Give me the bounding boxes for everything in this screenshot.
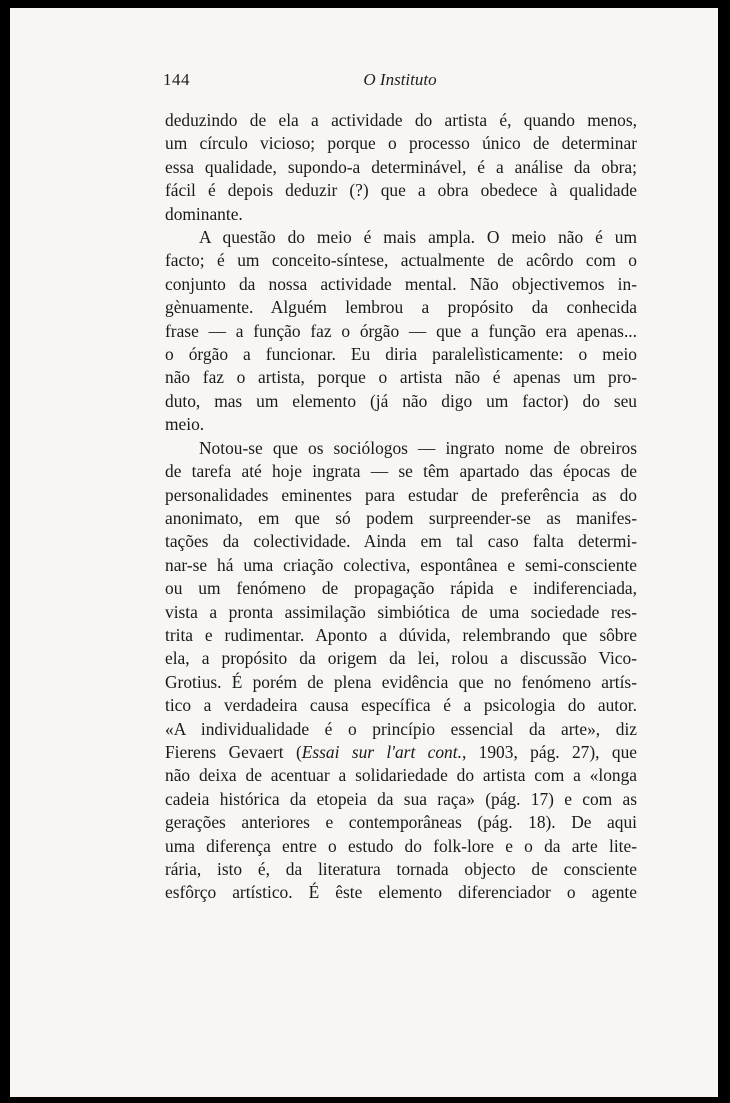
text-line: gerações anteriores e contemporâneas (pág. 18). De aqui <box>165 812 637 833</box>
text-line: facto; é um conceito-síntese, actualmente de acôrdo com o <box>165 250 637 271</box>
text-line: dominante. <box>165 203 243 224</box>
text-line: Grotius. É porém de plena evidência que no fenómeno artís- <box>165 671 637 692</box>
text-line: frase — a função faz o órgão — que a função era apenas... <box>165 320 637 341</box>
text-line: rária, isto é, da literatura tornada objecto de consciente <box>165 859 637 879</box>
text-line: meio. <box>165 414 205 435</box>
text-line: ela, a propósito da origem da lei, rolou a discussão Vico- <box>165 648 637 669</box>
body-text <box>165 109 637 905</box>
text-line: fácil é depois deduzir (?) que a obra obedece à qualidade <box>165 180 637 201</box>
text-line: personalidades eminentes para estudar de preferência as do <box>165 484 637 505</box>
text-line: gènuamente. Alguém lembrou a propósito da conhecida <box>165 297 637 318</box>
text-line: esfôrço artístico. É êste elemento diferenciador o agente <box>165 882 637 903</box>
text-line: A questão do meio é mais ampla. O meio não é um <box>199 227 637 248</box>
text-line: não faz o artista, porque o artista não é apenas um pro- <box>165 367 637 388</box>
text-line: uma diferença entre o estudo do folk-lore e o da arte lite- <box>165 835 637 856</box>
text-line: vista a pronta assimilação simbiótica de uma sociedade res- <box>165 601 637 622</box>
book-page <box>10 8 718 1097</box>
paragraph-2 <box>165 226 637 437</box>
text-line: «A individualidade é o princípio essencial da arte», diz <box>165 718 637 739</box>
text-line: um círculo vicioso; porque o processo único de determinar <box>165 133 637 154</box>
text-line: tações da colectividade. Ainda em tal caso falta determi- <box>165 531 637 552</box>
running-title: O Instituto <box>363 70 437 89</box>
text-line: ou um fenómeno de propagação rápida e indiferenciada, <box>165 578 637 599</box>
text-line: de tarefa até hoje ingrata — se têm apartado das épocas de <box>165 461 637 482</box>
text-line: tico a verdadeira causa específica é a psicologia do autor. <box>165 695 637 716</box>
text-line: anonimato, em que só podem surpreender-se as manifes- <box>165 507 637 528</box>
citation-title: Essai sur l'art cont. <box>301 741 462 762</box>
paragraph-3 <box>165 437 637 905</box>
page-number: 144 <box>163 70 190 89</box>
page-header <box>163 70 637 94</box>
paragraph-1 <box>165 109 637 226</box>
text-line: duto, mas um elemento (já não digo um factor) do seu <box>165 390 637 411</box>
text-line: não deixa de acentuar a solidariedade do artista com a «longa <box>165 765 637 786</box>
text-line: cadeia histórica da etopeia da sua raça» (pág. 17) e com as <box>165 788 637 809</box>
text-line-citation: Fierens Gevaert (Essai sur l'art cont., 1903, pág. 27), que <box>165 741 637 762</box>
text-line: o órgão a funcionar. Eu diria paralelìsticamente: o meio <box>165 344 637 365</box>
text-line: nar-se há uma criação colectiva, espontânea e semi-consciente <box>165 554 637 575</box>
text-line: Notou-se que os sociólogos — ingrato nome de obreiros <box>199 437 637 458</box>
text-line: trita e rudimentar. Aponto a dúvida, relembrando que sôbre <box>165 624 637 645</box>
text-line: deduzindo de ela a actividade do artista é, quando menos, <box>165 110 637 130</box>
text-line: conjunto da nossa actividade mental. Não objectivemos in- <box>165 273 637 294</box>
text-line: essa qualidade, supondo-a determinável, é a análise da obra; <box>165 156 637 177</box>
